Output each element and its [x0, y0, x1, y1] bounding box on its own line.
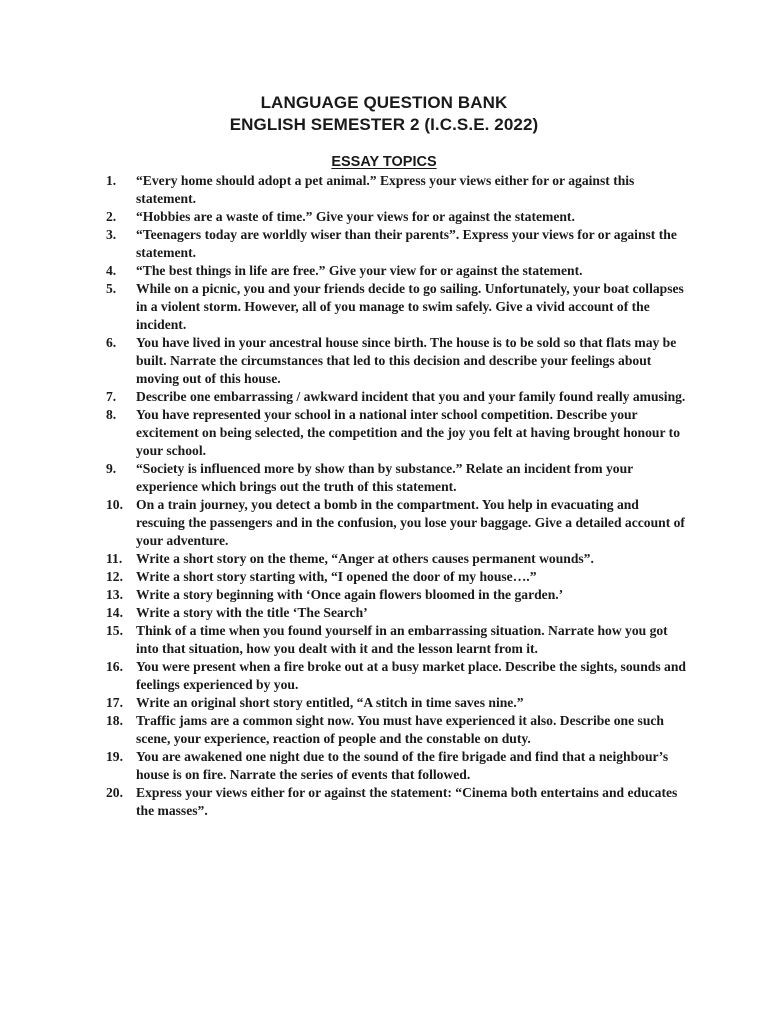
item-number: 17. — [106, 695, 123, 710]
item-number: 5. — [106, 281, 117, 296]
item-text: “Every home should adopt a pet animal.” Express your views either for or against this statement. — [136, 173, 635, 206]
item-text: Write a story with the title ‘The Search’ — [136, 605, 368, 620]
item-number: 15. — [106, 623, 123, 638]
item-text: Express your views either for or against the statement: “Cinema both entertains and educates the masses”. — [136, 785, 678, 818]
list-item — [106, 568, 686, 586]
item-number: 2. — [106, 209, 117, 224]
list-item — [106, 784, 686, 820]
item-text: Write a story beginning with ‘Once again flowers bloomed in the garden.’ — [136, 587, 564, 602]
item-text: “Teenagers today are worldly wiser than their parents”. Express your views for or against the statement. — [136, 227, 677, 260]
item-number: 3. — [106, 227, 117, 242]
item-text: “Society is influenced more by show than by substance.” Relate an incident from your experience which brings out the truth of this statement. — [136, 461, 633, 494]
item-text: Think of a time when you found yourself in an embarrassing situation. Narrate how you got into that situation, how you dealt with it and the lesson learnt from it. — [136, 623, 668, 656]
item-text: You are awakened one night due to the sound of the fire brigade and find that a neighbour’s house is on fire. Narrate the series of events that followed. — [136, 749, 669, 782]
item-number: 19. — [106, 749, 123, 764]
list-item — [106, 622, 686, 658]
item-number: 4. — [106, 263, 117, 278]
list-item — [106, 496, 686, 550]
item-number: 7. — [106, 389, 117, 404]
list-item — [106, 550, 686, 568]
item-number: 14. — [106, 605, 123, 620]
list-item — [106, 226, 686, 262]
list-item — [106, 460, 686, 496]
item-text: Describe one embarrassing / awkward incident that you and your family found really amusing. — [136, 389, 686, 404]
list-item — [106, 694, 686, 712]
list-item — [106, 262, 686, 280]
item-text: “Hobbies are a waste of time.” Give your views for or against the statement. — [136, 209, 575, 224]
list-item — [106, 334, 686, 388]
list-item — [106, 658, 686, 694]
item-text: You have lived in your ancestral house since birth. The house is to be sold so that flats may be built. Narrate the circumstances that led to this decision and describe your feelings about moving out of this house. — [136, 335, 677, 386]
list-item — [106, 712, 686, 748]
item-number: 9. — [106, 461, 117, 476]
section-heading: ESSAY TOPICS — [331, 154, 437, 170]
item-number: 10. — [106, 497, 123, 512]
item-number: 12. — [106, 569, 123, 584]
item-text: On a train journey, you detect a bomb in the compartment. You help in evacuating and rescuing the passengers and in the confusion, you lose your baggage. Give a detailed account of your adventure. — [136, 497, 685, 548]
item-text: You were present when a fire broke out at a busy market place. Describe the sights, sounds and feelings experienced by you. — [136, 659, 686, 692]
item-text: Write a short story on the theme, “Anger at others causes permanent wounds”. — [136, 551, 594, 566]
item-text: Traffic jams are a common sight now. You must have experienced it also. Describe one such scene, your experience, reaction of people and the constable on duty. — [136, 713, 664, 746]
item-number: 6. — [106, 335, 117, 350]
list-item — [106, 586, 686, 604]
essay-topics-list — [106, 172, 686, 820]
document-subtitle: ENGLISH SEMESTER 2 (I.C.S.E. 2022) — [229, 115, 539, 134]
item-number: 8. — [106, 407, 117, 422]
item-number: 18. — [106, 713, 123, 728]
list-item — [106, 406, 686, 460]
document-title: LANGUAGE QUESTION BANK — [260, 93, 508, 112]
item-text: Write an original short story entitled, “A stitch in time saves nine.” — [136, 695, 524, 710]
list-item — [106, 604, 686, 622]
list-item — [106, 748, 686, 784]
item-number: 1. — [106, 173, 117, 188]
item-text: Write a short story starting with, “I opened the door of my house….” — [136, 569, 537, 584]
item-text: You have represented your school in a national inter school competition. Describe your excitement on being selected, the competition and the joy you felt at having brought honour to your school. — [136, 407, 680, 458]
item-text: While on a picnic, you and your friends decide to go sailing. Unfortunately, your boat collapses in a violent storm. However, all of you manage to swim safely. Give a vivid account of the incident. — [136, 281, 684, 332]
list-item — [106, 280, 686, 334]
list-item — [106, 208, 686, 226]
item-number: 11. — [106, 551, 123, 566]
list-item — [106, 388, 686, 406]
list-item — [106, 172, 686, 208]
item-number: 20. — [106, 785, 123, 800]
item-text: “The best things in life are free.” Give your view for or against the statement. — [136, 263, 583, 278]
item-number: 13. — [106, 587, 123, 602]
item-number: 16. — [106, 659, 123, 674]
